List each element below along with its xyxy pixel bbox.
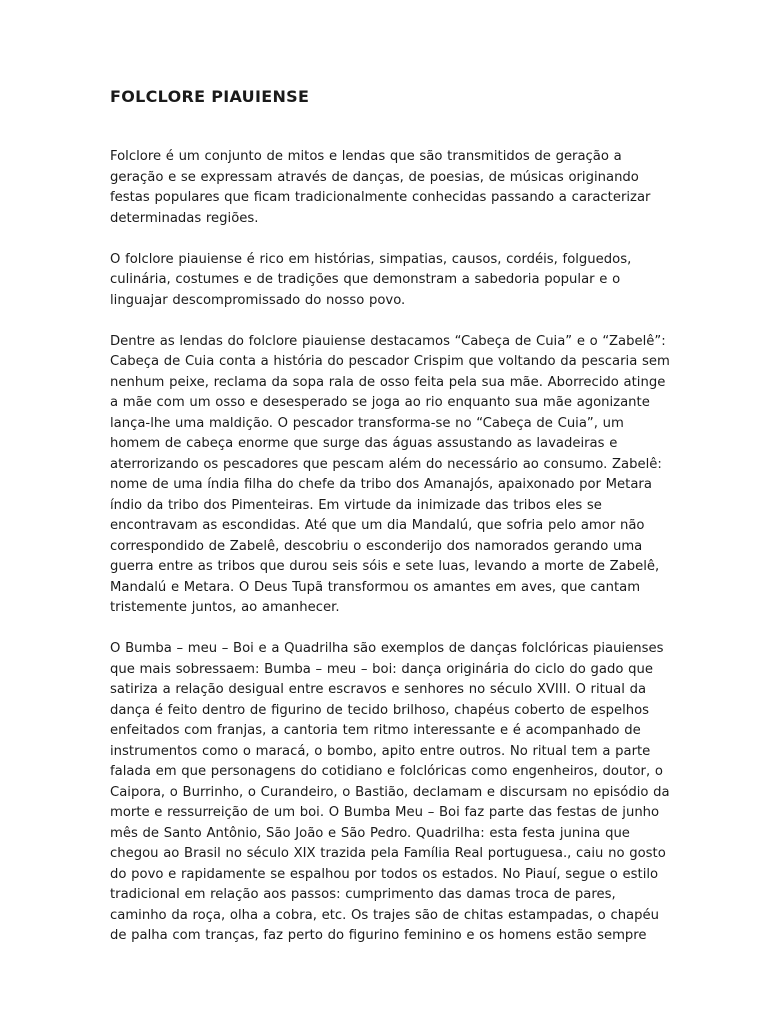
paragraph-piaui-folklore: O folclore piauiense é rico em histórias, simpatias, causos, cordéis, folguedos, culinária, costumes e de tradições que demonstram a sabedoria popular e o linguajar descompromissado do nosso povo. — [110, 251, 632, 308]
paragraph-intro: Folclore é um conjunto de mitos e lendas que são transmitidos de geração a geração e se expressam através de danças, de poesias, de músicas originando festas populares que ficam tradicionalmente conhecidas passando a caracterizar determinadas regiões. — [110, 149, 651, 226]
document-body — [110, 147, 670, 947]
document-title: FOLCLORE PIAUIENSE — [110, 87, 310, 106]
paragraph-legends: Dentre as lendas do folclore piauiense destacamos “Cabeça de Cuia” e o “Zabelê”: Cabeça de Cuia conta a história do pescador Crispim que voltando da pescaria sem nenhum peixe, reclama da sopa rala de osso feita pela sua mãe. Aborrecido atinge a mãe com um osso e desesperado se joga ao rio enquanto sua mãe agonizante lança-lhe uma maldição. O pescador transforma-se no “Cabeça de Cuia”, um homem de cabeça enorme que surge das águas assustando as lavadeiras e aterrorizando os pescadores que pescam além do necessário ao consumo. Zabelê: nome de uma índia filha do chefe da tribo dos Amanajós, apaixonado por Metara índio da tribo dos Pimenteiras. Em virtude da inimizade das tribos eles se encontravam as escondidas. Até que um dia Mandalú, que sofria pelo amor não correspondido de Zabelê, descobriu o esconderijo dos namorados gerando uma guerra entre as tribos que durou seis sóis e sete luas, levando a morte de Zabelê, Mandalú e Metara. O Deus Tupã transformou os amantes em aves, que cantam tristemente juntos, ao amanhecer. — [110, 333, 670, 615]
document-page — [110, 86, 670, 967]
paragraph-dances: O Bumba – meu – Boi e a Quadrilha são exemplos de danças folclóricas piauienses que mais sobressaem: Bumba – meu – boi: dança originária do ciclo do gado que satiriza a relação desigual entre escravos e senhores no século XVIII. O ritual da dança é feito dentro de figurino de tecido brilhoso, chapéus coberto de espelhos enfeitados com franjas, a cantoria tem ritmo interessante e é acompanhado de instrumentos como o maracá, o bombo, apito entre outros. No ritual tem a parte falada em que personagens do cotidiano e folclóricas como engenheiros, doutor, o Caipora, o Burrinho, o Curandeiro, o Bastião, declamam e discursam no episódio da morte e ressurreição de um boi. O Bumba Meu – Boi faz parte das festas de junho mês de Santo Antônio, São João e São Pedro. Quadrilha: esta festa junina que chegou ao Brasil no século XIX trazida pela Família Real portuguesa., caiu no gosto do povo e rapidamente se espalhou por todos os estados. No Piauí, segue o estilo tradicional em relação aos passos: cumprimento das damas troca de pares, caminho da roça, olha a cobra, etc. Os trajes são de chitas estampadas, o chapéu de palha com tranças, faz perto do figurino feminino e os homens estão sempre — [110, 641, 670, 943]
